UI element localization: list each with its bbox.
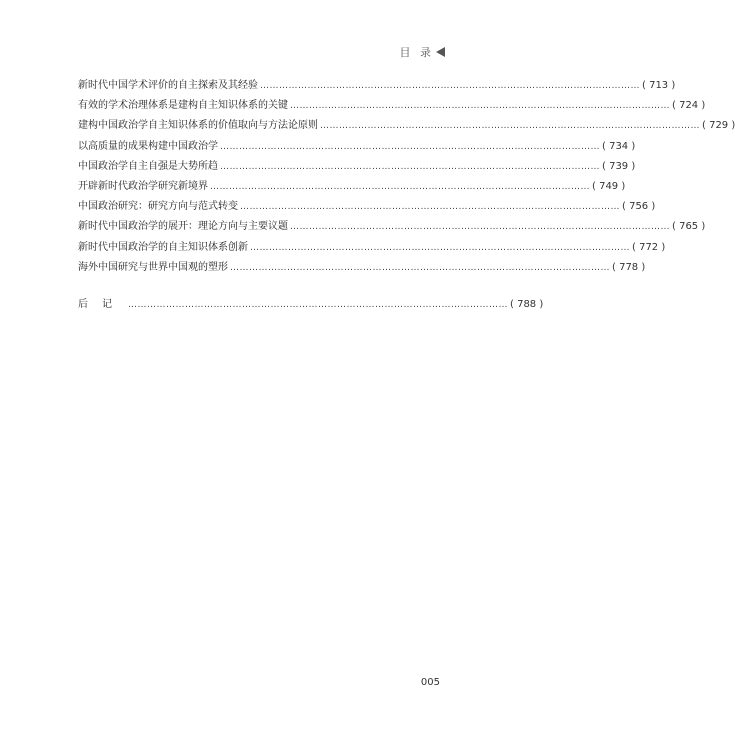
running-header [400, 44, 446, 60]
toc-entry[interactable] [78, 96, 706, 116]
afterword-page: ( 788 ) [510, 298, 544, 310]
toc-entry-title: 新时代中国政治学的展开：理论方向与主要议题 [78, 221, 288, 233]
toc-entry[interactable] [78, 217, 706, 237]
running-header-title: 目 录 [399, 46, 434, 59]
toc-entry[interactable] [78, 157, 636, 177]
toc-entry[interactable] [78, 177, 626, 197]
toc-entry-page: ( 765 ) [672, 221, 706, 233]
toc-entry-title: 开辟新时代政治学研究新境界 [78, 180, 208, 192]
afterword-title: 后记 [78, 298, 126, 310]
dot-leader: ………………………………………………………………………………………………………… [220, 141, 600, 152]
dot-leader: ………………………………………………………………………………………………………… [210, 181, 590, 192]
dot-leader: ………………………………………………………………………………………………………… [290, 101, 670, 112]
toc-entry[interactable] [78, 116, 735, 136]
toc-entry[interactable] [78, 258, 646, 278]
dot-leader: ………………………………………………………………………………………………………… [128, 299, 508, 310]
dot-leader: ………………………………………………………………………………………………………… [290, 222, 670, 233]
toc-entry-title: 建构中国政治学自主知识体系的价值取向与方法论原则 [78, 120, 318, 132]
page-number: 005 [420, 677, 440, 688]
toc-entry-title: 新时代中国学术评价的自主探索及其经验 [78, 80, 258, 91]
dot-leader: ………………………………………………………………………………………………………… [230, 262, 610, 273]
toc-entry-title: 以高质量的成果构建中国政治学 [78, 140, 218, 152]
dot-leader: ………………………………………………………………………………………………………… [260, 81, 640, 91]
toc-entry-title: 海外中国研究与世界中国观的塑形 [78, 261, 228, 273]
dot-leader: ………………………………………………………………………………………………………… [320, 121, 700, 132]
toc-entry-title: 新时代中国政治学的自主知识体系创新 [78, 241, 248, 253]
triangle-left-icon [436, 47, 445, 57]
toc-entry-page: ( 772 ) [632, 241, 666, 253]
toc-entry-page: ( 756 ) [622, 201, 656, 213]
toc-entry[interactable] [78, 76, 676, 96]
toc-entry-page: ( 713 ) [642, 80, 676, 91]
toc-entry-page: ( 734 ) [602, 140, 636, 152]
toc-entry-page: ( 729 ) [702, 120, 735, 132]
toc-entry[interactable] [78, 197, 656, 217]
toc-entry[interactable] [78, 137, 636, 157]
dot-leader: ………………………………………………………………………………………………………… [220, 161, 600, 172]
toc-entry-afterword[interactable] [78, 295, 544, 315]
toc-entry-page: ( 724 ) [672, 100, 706, 112]
toc-entry-page: ( 749 ) [592, 180, 626, 192]
toc-entry-title: 中国政治研究：研究方向与范式转变 [78, 201, 238, 213]
toc-entry-title: 中国政治学自主自强是大势所趋 [78, 160, 218, 172]
dot-leader: ………………………………………………………………………………………………………… [250, 242, 630, 253]
toc-entry-title: 有效的学术治理体系是建构自主知识体系的关键 [78, 100, 288, 112]
toc-entry-page: ( 778 ) [612, 261, 646, 273]
dot-leader: ………………………………………………………………………………………………………… [240, 202, 620, 213]
table-of-contents [78, 76, 735, 315]
toc-entry[interactable] [78, 238, 666, 258]
toc-entry-page: ( 739 ) [602, 160, 636, 172]
